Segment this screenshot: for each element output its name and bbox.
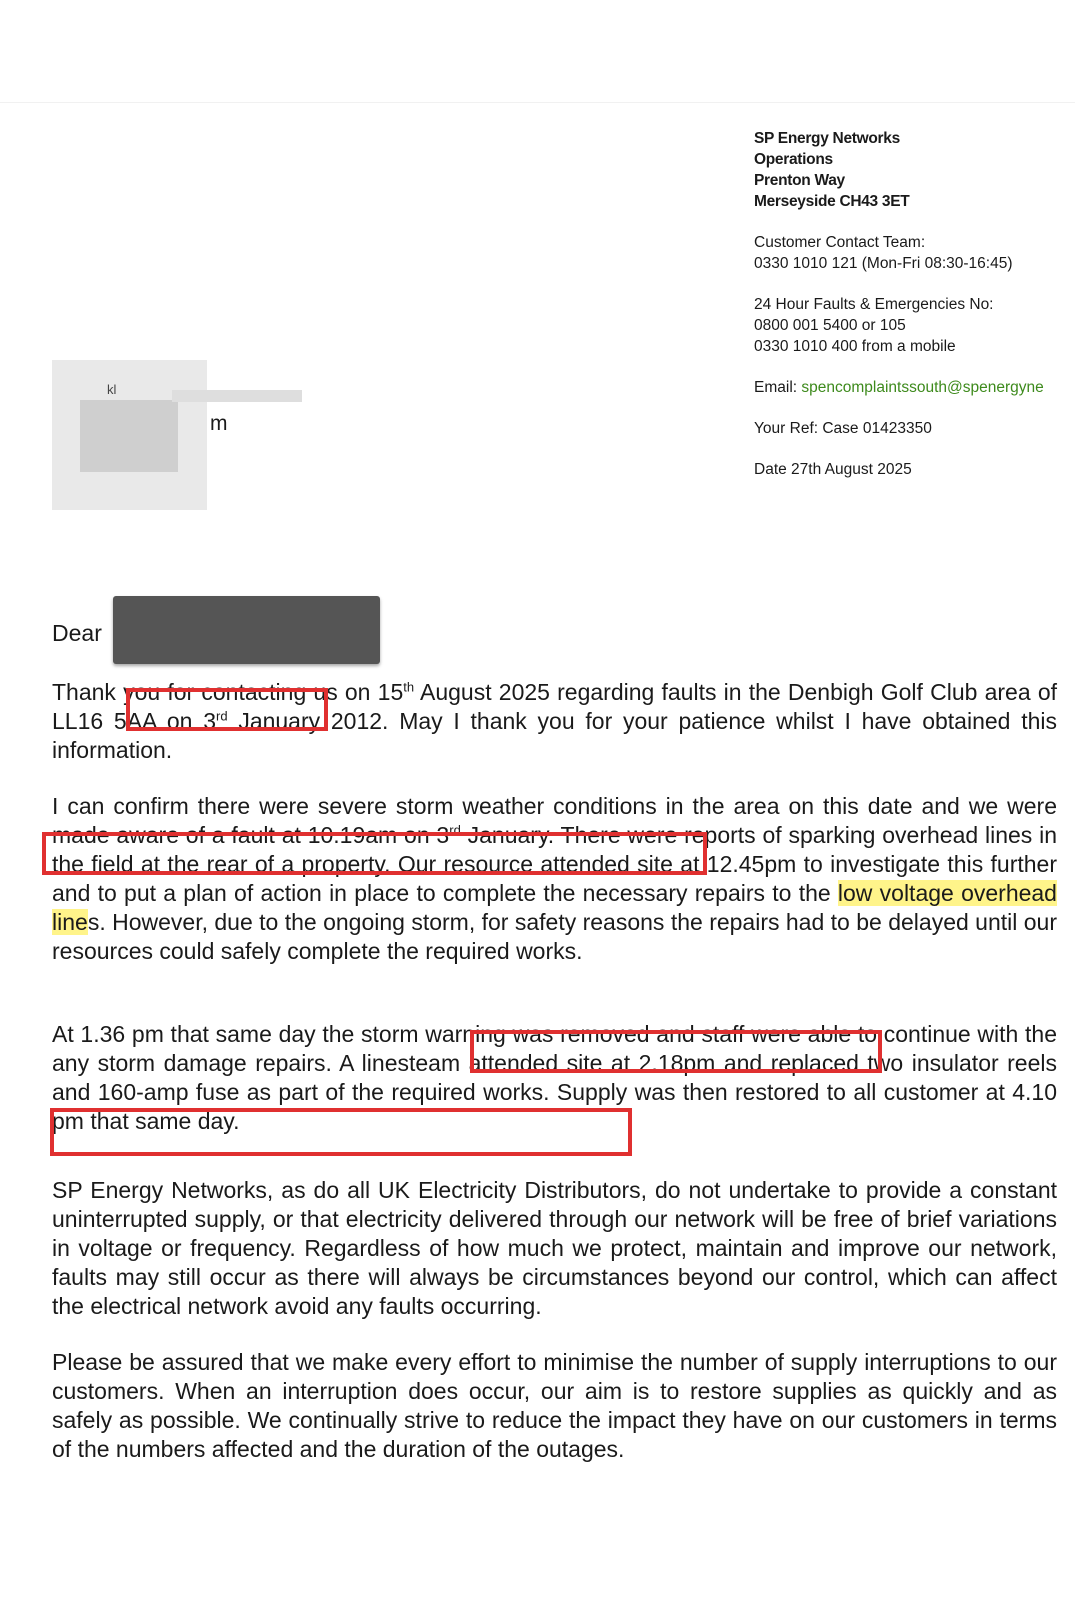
paragraph-1: Thank you for contacting us on 15th August 2025 regarding faults in the Denbigh Golf Club area of LL16 5AA on 3rd January 2012. May I thank you for your patience whilst I have obtained this information. <box>52 679 1057 763</box>
faults-phone: 0800 001 5400 or 105 <box>754 317 906 334</box>
paragraph-4: SP Energy Networks, as do all UK Electricity Distributors, do not undertake to provide a constant uninterrupted supply, or that electricity delivered through our network will be free of brief variations in voltage or frequency. Regardless of how much we protect, maintain and improve our network, faults may still occur as there will always be circumstances beyond our control, which can affect the electrical network avoid any faults occurring. <box>52 1177 1057 1319</box>
mobile-phone: 0330 1010 400 from a mobile <box>754 338 956 355</box>
address-pixelation <box>80 400 178 472</box>
recipient-address-block <box>52 360 272 510</box>
paragraph-2: I can confirm there were severe storm weather conditions in the area on this date and we were made aware of a fault at 10.19am on 3rd January. There were reports of sparking overhead lines in the field at the rear of a property. Our resource attended site at 12.45pm to investigate this further and to put a plan of action in place to complete the necessary repairs to the low voltage overhead lines. However, due to the ongoing storm, for safety reasons the repairs had to be delayed until our resources could safely complete the required works. <box>52 793 1057 964</box>
sender-city: Merseyside CH43 3ET <box>754 193 910 210</box>
address-pixelation <box>172 390 302 402</box>
salutation: Dear <box>52 620 102 646</box>
sender-dept: Operations <box>754 151 833 168</box>
email-line <box>754 377 1075 398</box>
reference: Your Ref: Case 01423350 <box>754 420 932 437</box>
email-link[interactable]: spencomplaintssouth@spenergyne <box>801 379 1044 396</box>
sender-address-block <box>754 128 1075 480</box>
recipient-line-2-tail: m <box>210 412 228 435</box>
recipient-line-1-tail: kl <box>107 382 117 397</box>
email-label: Email: <box>754 379 798 396</box>
sender-company: SP Energy Networks <box>754 130 900 147</box>
paragraph-5: Please be assured that we make every effort to minimise the number of supply interruptions to our customers. When an interruption does occur, our aim is to restore supplies as quickly and as safely as possible. We continually strive to reduce the impact they have on our customers in terms of the numbers affected and the duration of the outages. <box>52 1349 1057 1462</box>
letter-date: Date 27th August 2025 <box>754 461 912 478</box>
highlighted-text: low voltage overhead line <box>52 880 1057 935</box>
name-redaction <box>113 596 380 664</box>
top-blank-band <box>0 0 1075 103</box>
faults-label: 24 Hour Faults & Emergencies No: <box>754 296 994 313</box>
sender-street: Prenton Way <box>754 172 845 189</box>
contact-phone: 0330 1010 121 (Mon-Fri 08:30-16:45) <box>754 255 1013 272</box>
contact-label: Customer Contact Team: <box>754 234 926 251</box>
paragraph-3: At 1.36 pm that same day the storm warning was removed and staff were able to continue with the any storm damage repairs. A linesteam attended site at 2.18pm and replaced two insulator reels and 160-amp fuse as part of the required works. Supply was then restored to all customer at 4.10 pm that same day. <box>52 1021 1057 1134</box>
